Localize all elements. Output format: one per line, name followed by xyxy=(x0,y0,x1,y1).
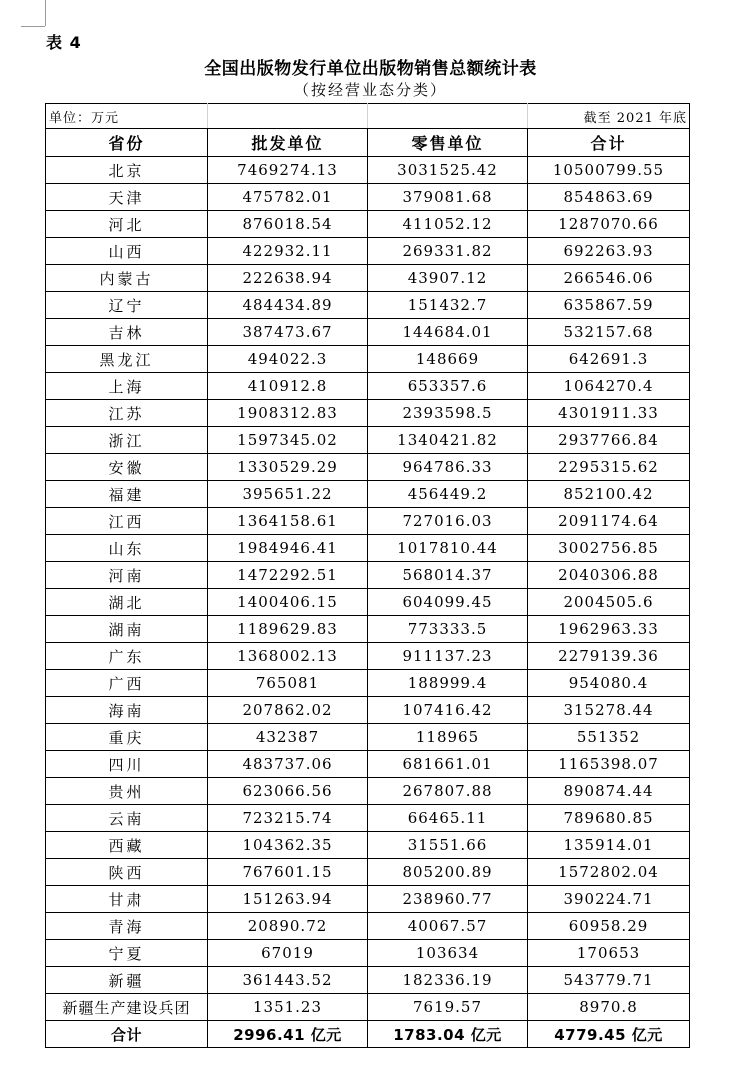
total-cell: 1064270.4 xyxy=(528,373,690,400)
total-cell: 551352 xyxy=(528,724,690,751)
table-row xyxy=(46,265,690,292)
crop-mark-horizontal xyxy=(21,26,45,27)
table-row xyxy=(46,238,690,265)
column-header-province: 省份 xyxy=(46,129,208,157)
retail-cell: 1783.04 亿元 xyxy=(368,1021,528,1048)
retail-cell: 182336.19 xyxy=(368,967,528,994)
wholesale-cell: 387473.67 xyxy=(208,319,368,346)
table-row xyxy=(46,427,690,454)
wholesale-cell: 494022.3 xyxy=(208,346,368,373)
page-title: 全国出版物发行单位出版物销售总额统计表 xyxy=(204,59,537,79)
total-cell: 852100.42 xyxy=(528,481,690,508)
retail-cell: 604099.45 xyxy=(368,589,528,616)
unit-label: 单位：万元 xyxy=(46,104,208,129)
table-row xyxy=(46,373,690,400)
retail-cell: 144684.01 xyxy=(368,319,528,346)
retail-cell: 2393598.5 xyxy=(368,400,528,427)
total-cell: 890874.44 xyxy=(528,778,690,805)
province-cell: 贵州 xyxy=(46,778,208,805)
total-cell: 315278.44 xyxy=(528,697,690,724)
province-cell: 西藏 xyxy=(46,832,208,859)
table-row xyxy=(46,292,690,319)
retail-cell: 681661.01 xyxy=(368,751,528,778)
total-cell: 789680.85 xyxy=(528,805,690,832)
table-row xyxy=(46,805,690,832)
table-row xyxy=(46,211,690,238)
province-cell: 新疆 xyxy=(46,967,208,994)
wholesale-cell: 7469274.13 xyxy=(208,157,368,184)
total-cell: 60958.29 xyxy=(528,913,690,940)
wholesale-cell: 1472292.51 xyxy=(208,562,368,589)
province-cell: 合计 xyxy=(46,1021,208,1048)
retail-cell: 188999.4 xyxy=(368,670,528,697)
as-of-date: 截至 2021 年底 xyxy=(528,104,690,129)
total-cell: 1287070.66 xyxy=(528,211,690,238)
retail-cell: 238960.77 xyxy=(368,886,528,913)
total-cell: 8970.8 xyxy=(528,994,690,1021)
retail-cell: 911137.23 xyxy=(368,643,528,670)
wholesale-cell: 395651.22 xyxy=(208,481,368,508)
unit-row-blank xyxy=(208,104,368,129)
table-row xyxy=(46,832,690,859)
table-row xyxy=(46,157,690,184)
province-cell: 海南 xyxy=(46,697,208,724)
wholesale-cell: 432387 xyxy=(208,724,368,751)
unit-row xyxy=(46,104,690,129)
retail-cell: 3031525.42 xyxy=(368,157,528,184)
sales-table xyxy=(45,103,690,1048)
table-row xyxy=(46,778,690,805)
total-cell: 642691.3 xyxy=(528,346,690,373)
wholesale-cell: 151263.94 xyxy=(208,886,368,913)
table-row xyxy=(46,616,690,643)
wholesale-cell: 876018.54 xyxy=(208,211,368,238)
retail-cell: 1017810.44 xyxy=(368,535,528,562)
wholesale-cell: 222638.94 xyxy=(208,265,368,292)
retail-cell: 653357.6 xyxy=(368,373,528,400)
total-cell: 3002756.85 xyxy=(528,535,690,562)
wholesale-cell: 1368002.13 xyxy=(208,643,368,670)
wholesale-cell: 1351.23 xyxy=(208,994,368,1021)
wholesale-cell: 422932.11 xyxy=(208,238,368,265)
retail-cell: 411052.12 xyxy=(368,211,528,238)
table-row xyxy=(46,346,690,373)
province-cell: 陕西 xyxy=(46,859,208,886)
retail-cell: 31551.66 xyxy=(368,832,528,859)
province-cell: 山东 xyxy=(46,535,208,562)
wholesale-cell: 2996.41 亿元 xyxy=(208,1021,368,1048)
unit-row-blank xyxy=(368,104,528,129)
total-row xyxy=(46,1021,690,1048)
wholesale-cell: 104362.35 xyxy=(208,832,368,859)
total-cell: 2004505.6 xyxy=(528,589,690,616)
wholesale-cell: 723215.74 xyxy=(208,805,368,832)
province-cell: 浙江 xyxy=(46,427,208,454)
table-row xyxy=(46,589,690,616)
province-cell: 广西 xyxy=(46,670,208,697)
table-number: 表 4 xyxy=(46,33,82,52)
province-cell: 湖南 xyxy=(46,616,208,643)
province-cell: 福建 xyxy=(46,481,208,508)
header-row xyxy=(46,129,690,157)
wholesale-cell: 1984946.41 xyxy=(208,535,368,562)
table-row xyxy=(46,724,690,751)
wholesale-cell: 361443.52 xyxy=(208,967,368,994)
retail-cell: 379081.68 xyxy=(368,184,528,211)
wholesale-cell: 484434.89 xyxy=(208,292,368,319)
column-header-total: 合计 xyxy=(528,129,690,157)
total-cell: 692263.93 xyxy=(528,238,690,265)
province-cell: 河北 xyxy=(46,211,208,238)
table-row xyxy=(46,751,690,778)
wholesale-cell: 20890.72 xyxy=(208,913,368,940)
province-cell: 河南 xyxy=(46,562,208,589)
total-cell: 266546.06 xyxy=(528,265,690,292)
column-header-retail: 零售单位 xyxy=(368,129,528,157)
retail-cell: 568014.37 xyxy=(368,562,528,589)
retail-cell: 7619.57 xyxy=(368,994,528,1021)
total-cell: 390224.71 xyxy=(528,886,690,913)
province-cell: 江苏 xyxy=(46,400,208,427)
column-header-wholesale: 批发单位 xyxy=(208,129,368,157)
table-row xyxy=(46,481,690,508)
province-cell: 山西 xyxy=(46,238,208,265)
table-row xyxy=(46,967,690,994)
province-cell: 辽宁 xyxy=(46,292,208,319)
retail-cell: 1340421.82 xyxy=(368,427,528,454)
wholesale-cell: 767601.15 xyxy=(208,859,368,886)
province-cell: 安徽 xyxy=(46,454,208,481)
total-cell: 4301911.33 xyxy=(528,400,690,427)
retail-cell: 456449.2 xyxy=(368,481,528,508)
table-row xyxy=(46,508,690,535)
table-body xyxy=(46,157,690,1048)
province-cell: 青海 xyxy=(46,913,208,940)
total-cell: 10500799.55 xyxy=(528,157,690,184)
table-row xyxy=(46,562,690,589)
wholesale-cell: 1400406.15 xyxy=(208,589,368,616)
table-row xyxy=(46,454,690,481)
wholesale-cell: 623066.56 xyxy=(208,778,368,805)
province-cell: 黑龙江 xyxy=(46,346,208,373)
wholesale-cell: 207862.02 xyxy=(208,697,368,724)
province-cell: 吉林 xyxy=(46,319,208,346)
table-row xyxy=(46,400,690,427)
retail-cell: 66465.11 xyxy=(368,805,528,832)
province-cell: 云南 xyxy=(46,805,208,832)
table-row xyxy=(46,940,690,967)
retail-cell: 727016.03 xyxy=(368,508,528,535)
retail-cell: 267807.88 xyxy=(368,778,528,805)
retail-cell: 773333.5 xyxy=(368,616,528,643)
province-cell: 宁夏 xyxy=(46,940,208,967)
table-row xyxy=(46,535,690,562)
total-cell: 543779.71 xyxy=(528,967,690,994)
table-row xyxy=(46,319,690,346)
table-row xyxy=(46,886,690,913)
total-cell: 954080.4 xyxy=(528,670,690,697)
wholesale-cell: 67019 xyxy=(208,940,368,967)
retail-cell: 151432.7 xyxy=(368,292,528,319)
wholesale-cell: 1908312.83 xyxy=(208,400,368,427)
table-row xyxy=(46,994,690,1021)
wholesale-cell: 1189629.83 xyxy=(208,616,368,643)
province-cell: 湖北 xyxy=(46,589,208,616)
wholesale-cell: 483737.06 xyxy=(208,751,368,778)
province-cell: 内蒙古 xyxy=(46,265,208,292)
table-row xyxy=(46,184,690,211)
province-cell: 甘肃 xyxy=(46,886,208,913)
province-cell: 广东 xyxy=(46,643,208,670)
retail-cell: 40067.57 xyxy=(368,913,528,940)
retail-cell: 103634 xyxy=(368,940,528,967)
crop-mark-vertical xyxy=(45,0,46,26)
retail-cell: 269331.82 xyxy=(368,238,528,265)
wholesale-cell: 1364158.61 xyxy=(208,508,368,535)
table-row xyxy=(46,697,690,724)
total-cell: 2279139.36 xyxy=(528,643,690,670)
retail-cell: 43907.12 xyxy=(368,265,528,292)
province-cell: 天津 xyxy=(46,184,208,211)
province-cell: 新疆生产建设兵团 xyxy=(46,994,208,1021)
table-row xyxy=(46,643,690,670)
total-cell: 170653 xyxy=(528,940,690,967)
retail-cell: 107416.42 xyxy=(368,697,528,724)
wholesale-cell: 410912.8 xyxy=(208,373,368,400)
total-cell: 1962963.33 xyxy=(528,616,690,643)
total-cell: 2295315.62 xyxy=(528,454,690,481)
total-cell: 1165398.07 xyxy=(528,751,690,778)
table-row xyxy=(46,670,690,697)
retail-cell: 118965 xyxy=(368,724,528,751)
total-cell: 4779.45 亿元 xyxy=(528,1021,690,1048)
province-cell: 上海 xyxy=(46,373,208,400)
page-subtitle: （按经营业态分类） xyxy=(293,81,447,99)
table-row xyxy=(46,859,690,886)
province-cell: 北京 xyxy=(46,157,208,184)
wholesale-cell: 1330529.29 xyxy=(208,454,368,481)
wholesale-cell: 1597345.02 xyxy=(208,427,368,454)
total-cell: 854863.69 xyxy=(528,184,690,211)
total-cell: 2040306.88 xyxy=(528,562,690,589)
table-row xyxy=(46,913,690,940)
total-cell: 1572802.04 xyxy=(528,859,690,886)
total-cell: 635867.59 xyxy=(528,292,690,319)
total-cell: 2091174.64 xyxy=(528,508,690,535)
retail-cell: 805200.89 xyxy=(368,859,528,886)
total-cell: 2937766.84 xyxy=(528,427,690,454)
province-cell: 重庆 xyxy=(46,724,208,751)
retail-cell: 964786.33 xyxy=(368,454,528,481)
province-cell: 江西 xyxy=(46,508,208,535)
wholesale-cell: 765081 xyxy=(208,670,368,697)
total-cell: 532157.68 xyxy=(528,319,690,346)
province-cell: 四川 xyxy=(46,751,208,778)
retail-cell: 148669 xyxy=(368,346,528,373)
total-cell: 135914.01 xyxy=(528,832,690,859)
wholesale-cell: 475782.01 xyxy=(208,184,368,211)
